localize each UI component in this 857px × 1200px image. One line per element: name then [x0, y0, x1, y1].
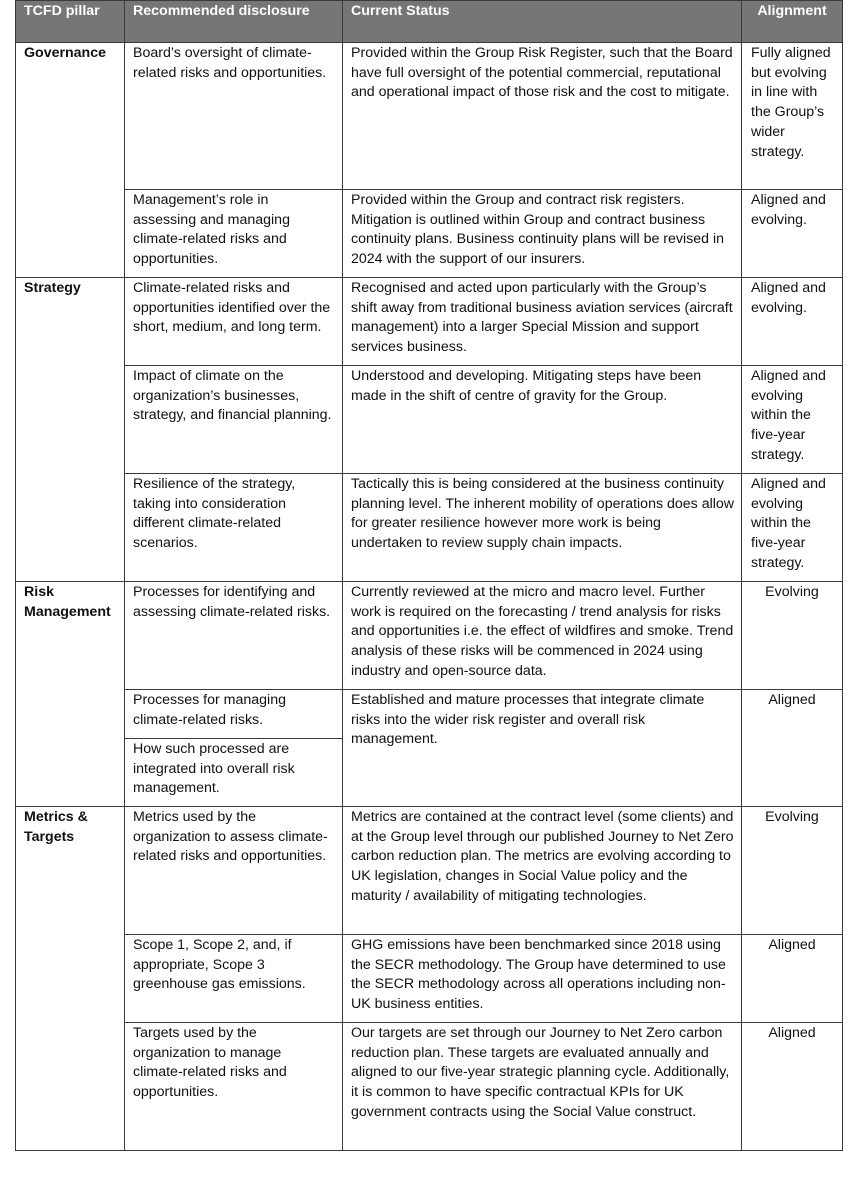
status-cell: Our targets are set through our Journey to Net Zero carbon reduction plan. These targets are evaluated annually and aligned to our five-year strategic planning cycle. Additionally, it is common to have specific contractual KPIs for UK government contracts using the Social Value construct. — [343, 1023, 742, 1151]
status-cell: Metrics are contained at the contract level (some clients) and at the Group level through our published Journey to Net Zero carbon reduction plan. The metrics are evolving according to UK legislation, changes in Social Value policy and the maturity / availability of mitigating technologies. — [343, 807, 742, 935]
table-row — [16, 474, 843, 582]
table-row — [16, 366, 843, 474]
header-pillar: TCFD pillar — [16, 1, 125, 43]
table-row — [16, 807, 843, 935]
table-row — [16, 1023, 843, 1151]
alignment-cell: Fully aligned but evolving in line with the Group’s wider strategy. — [742, 43, 843, 190]
table-row — [16, 190, 843, 278]
status-cell: Currently reviewed at the micro and macro level. Further work is required on the forecasting / trend analysis for risks and opportunities i.e. the effect of wildfires and smoke. Trend analysis of these risks will be commenced in 2024 using industry and open-source data. — [343, 582, 742, 690]
alignment-cell: Aligned — [742, 690, 843, 807]
disclosure-cell: How such processed are integrated into overall risk management. — [133, 741, 295, 797]
pillar-governance: Governance — [16, 43, 125, 278]
alignment-cell: Aligned — [742, 935, 843, 1023]
table-row — [16, 582, 843, 690]
pillar-risk-management: Risk Management — [16, 582, 125, 807]
disclosure-cell: Climate-related risks and opportunities identified over the short, medium, and long term. — [125, 278, 343, 366]
table-row — [16, 935, 843, 1023]
disclosure-cell: Processes for managing climate-related risks. — [125, 690, 342, 739]
table-row — [16, 278, 843, 366]
disclosure-cell-split — [125, 690, 343, 807]
status-cell: Established and mature processes that integrate climate risks into the wider risk register and overall risk management. — [343, 690, 742, 807]
disclosure-cell: Resilience of the strategy, taking into consideration different climate-related scenarios. — [125, 474, 343, 582]
alignment-cell: Aligned and evolving within the five-year strategy. — [742, 474, 843, 582]
status-cell: Tactically this is being considered at the business continuity planning level. The inherent mobility of operations does allow for greater resilience however more work is being undertaken to review supply chain impacts. — [343, 474, 742, 582]
tcfd-table — [15, 0, 843, 1151]
alignment-cell: Aligned and evolving. — [742, 278, 843, 366]
alignment-cell: Aligned and evolving. — [742, 190, 843, 278]
status-cell: Recognised and acted upon particularly with the Group’s shift away from traditional business aviation services (aircraft management) into a larger Special Mission and support services business. — [343, 278, 742, 366]
disclosure-cell: Metrics used by the organization to assess climate-related risks and opportunities. — [125, 807, 343, 935]
table-row — [16, 690, 843, 807]
alignment-cell: Evolving — [742, 582, 843, 690]
status-cell: GHG emissions have been benchmarked since 2018 using the SECR methodology. The Group have determined to use the SECR methodology across all operations including non-UK business entities. — [343, 935, 742, 1023]
header-alignment: Alignment — [742, 1, 843, 43]
header-row — [16, 1, 843, 43]
status-cell: Provided within the Group Risk Register, such that the Board have full oversight of the potential commercial, reputational and operational impact of those risk and the cost to mitigate. — [343, 43, 742, 190]
status-cell: Understood and developing. Mitigating steps have been made in the shift of centre of gravity for the Group. — [343, 366, 742, 474]
header-status: Current Status — [343, 1, 742, 43]
alignment-cell: Evolving — [742, 807, 843, 935]
alignment-cell: Aligned — [742, 1023, 843, 1151]
alignment-cell: Aligned and evolving within the five-year strategy. — [742, 366, 843, 474]
status-cell: Provided within the Group and contract risk registers. Mitigation is outlined within Group and contract business continuity plans. Business continuity plans will be revised in 2024 with the support of our insurers. — [343, 190, 742, 278]
disclosure-cell: Management’s role in assessing and managing climate-related risks and opportunities. — [125, 190, 343, 278]
pillar-strategy: Strategy — [16, 278, 125, 582]
header-disclosure: Recommended disclosure — [125, 1, 343, 43]
disclosure-cell: Targets used by the organization to manage climate-related risks and opportunities. — [125, 1023, 343, 1151]
disclosure-cell: Processes for identifying and assessing climate-related risks. — [125, 582, 343, 690]
pillar-metrics-targets: Metrics & Targets — [16, 807, 125, 1151]
disclosure-cell: Impact of climate on the organization’s businesses, strategy, and financial planning. — [125, 366, 343, 474]
table-row — [16, 43, 843, 190]
disclosure-cell: Board’s oversight of climate-related risks and opportunities. — [125, 43, 343, 190]
disclosure-cell: Scope 1, Scope 2, and, if appropriate, Scope 3 greenhouse gas emissions. — [125, 935, 343, 1023]
